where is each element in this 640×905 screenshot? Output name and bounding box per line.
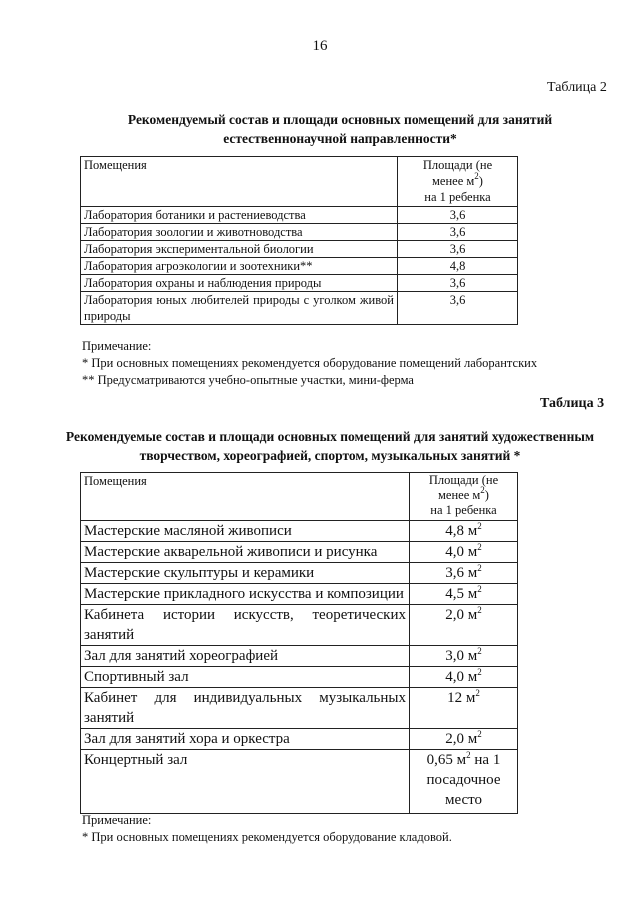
note-line: * При основных помещениях рекомендуется оборудование помещений лаборантских: [82, 356, 538, 370]
room-area: [410, 563, 518, 584]
header-area-line3: на 1 ребенка: [424, 190, 491, 204]
table2-note: [82, 338, 537, 389]
room-name: Мастерские скульптуры и керамики: [81, 563, 410, 584]
table-row: [81, 275, 518, 292]
header-area-line2: [401, 173, 514, 189]
area-unit-sup: 2: [477, 563, 482, 573]
area-value: 2,0: [445, 731, 464, 747]
header-area-line1: Площади (не: [422, 158, 493, 172]
room-area: [410, 667, 518, 688]
area-value-post: на 1: [470, 752, 501, 768]
table2-title: [60, 110, 620, 148]
room-name: Зал для занятий хора и оркестра: [81, 729, 410, 750]
room-name: Зал для занятий хореографией: [81, 646, 410, 667]
room-name: Концертный зал: [81, 750, 410, 814]
table-row: [81, 292, 518, 325]
table-row: [81, 750, 518, 814]
area-value: 4,5: [445, 586, 464, 602]
room-name: Кабинет для индивидуальных музыкальных занятий: [81, 688, 410, 729]
area-line2: посадочное: [426, 772, 501, 788]
table3-title-line2: творчеством, хореографией, спортом, музыкальных занятий *: [139, 448, 521, 463]
table3-header-area: [410, 473, 518, 521]
area-unit-sup: 2: [477, 521, 482, 531]
area-value: 4,0: [445, 544, 464, 560]
area-unit: м: [467, 648, 478, 664]
table-row: [81, 224, 518, 241]
area-unit-sup: 2: [477, 646, 482, 656]
page-number: 16: [312, 38, 328, 54]
table-row: [81, 241, 518, 258]
area-unit-sup: 2: [477, 542, 482, 552]
area-unit-sup: 2: [477, 605, 482, 615]
room-name: Кабинета истории искусств, теоретических занятий: [81, 605, 410, 646]
table-row: [81, 729, 518, 750]
area-value: 0,65 м: [426, 752, 467, 768]
table-row: [81, 688, 518, 729]
header-area-close: ): [484, 488, 489, 502]
room-area: 3,6: [398, 207, 518, 224]
table3: [80, 472, 518, 814]
table-row: [81, 563, 518, 584]
area-value: 3,6: [445, 565, 464, 581]
room-area: [410, 584, 518, 605]
table-row: [81, 584, 518, 605]
room-area: [410, 646, 518, 667]
room-area: [410, 605, 518, 646]
room-name: Лаборатория ботаники и растениеводства: [81, 207, 398, 224]
area-unit-sup: 2: [477, 584, 482, 594]
area-line3: место: [444, 792, 483, 808]
area-value: 2,0: [445, 607, 464, 623]
note-title: Примечание:: [82, 813, 152, 827]
area-unit: м: [467, 669, 478, 685]
room-area: 3,6: [398, 275, 518, 292]
area-unit: м: [467, 731, 478, 747]
table-row: [81, 646, 518, 667]
table-row: [81, 605, 518, 646]
room-name: Лаборатория юных любителей природы с уголком живой природы: [81, 292, 398, 325]
table-row: [81, 542, 518, 563]
room-area: [410, 688, 518, 729]
table3-title-line1: Рекомендуемые состав и площади основных помещений для занятий художественным: [65, 429, 595, 444]
table2-header-room: Помещения: [81, 157, 398, 207]
room-area: 3,6: [398, 224, 518, 241]
table3-header-row: [81, 473, 518, 521]
room-name: Лаборатория зоологии и животноводства: [81, 224, 398, 241]
header-area-line1: Площади (не: [428, 473, 499, 487]
header-area-close: ): [478, 174, 483, 188]
note-line: ** Предусматриваются учебно-опытные участки, мини-ферма: [82, 373, 414, 387]
area-unit: м: [467, 607, 478, 623]
table2-title-line1: Рекомендуемый состав и площади основных помещений для занятий: [127, 112, 553, 127]
room-area: 3,6: [398, 241, 518, 258]
room-name: Мастерские прикладного искусства и композиции: [81, 584, 410, 605]
table-row: [81, 258, 518, 275]
room-area: [410, 750, 518, 814]
table3-header-room: Помещения: [81, 473, 410, 521]
table2-label: Таблица 2: [547, 80, 607, 95]
table2-header-area: [398, 157, 518, 207]
table2-title-line2: естественнонаучной направленности*: [223, 131, 457, 146]
header-area-unit: менее м: [432, 174, 475, 188]
table3-note: [82, 812, 452, 846]
note-line: * При основных помещениях рекомендуется оборудование кладовой.: [82, 830, 452, 844]
room-area: [410, 542, 518, 563]
area-unit: м: [465, 690, 476, 706]
room-name: Лаборатория агроэкологии и зоотехники**: [81, 258, 398, 275]
table-row: [81, 521, 518, 542]
area-line1: [413, 750, 514, 770]
room-area: 4,8: [398, 258, 518, 275]
area-unit-sup: 2: [475, 688, 480, 698]
note-title: Примечание:: [82, 339, 152, 353]
table3-label: Таблица 3: [540, 396, 605, 411]
room-area: 3,6: [398, 292, 518, 325]
area-value: 3,0: [445, 648, 464, 664]
room-name: Лаборатория охраны и наблюдения природы: [81, 275, 398, 292]
room-area: [410, 521, 518, 542]
area-unit: м: [467, 544, 478, 560]
header-area-sup: 2: [480, 485, 485, 495]
header-area-line3: на 1 ребенка: [430, 503, 497, 517]
area-value: 4,0: [445, 669, 464, 685]
area-value: 4,8: [445, 523, 464, 539]
area-unit: м: [467, 523, 478, 539]
area-unit-sup: 2: [466, 750, 471, 760]
header-area-line2: [413, 485, 514, 503]
table3-title: [40, 427, 620, 465]
area-unit: м: [467, 586, 478, 602]
area-unit: м: [467, 565, 478, 581]
table2: [80, 156, 518, 325]
table-row: [81, 667, 518, 688]
area-unit-sup: 2: [477, 729, 482, 739]
table2-header-row: [81, 157, 518, 207]
room-area: [410, 729, 518, 750]
room-name: Лаборатория экспериментальной биологии: [81, 241, 398, 258]
room-name: Спортивный зал: [81, 667, 410, 688]
room-name: Мастерские акварельной живописи и рисунка: [81, 542, 410, 563]
header-area-unit: менее м: [438, 488, 481, 502]
area-unit-sup: 2: [477, 667, 482, 677]
room-name: Мастерские масляной живописи: [81, 521, 410, 542]
area-value: 12: [447, 690, 463, 706]
header-area-sup: 2: [474, 171, 479, 181]
table-row: [81, 207, 518, 224]
